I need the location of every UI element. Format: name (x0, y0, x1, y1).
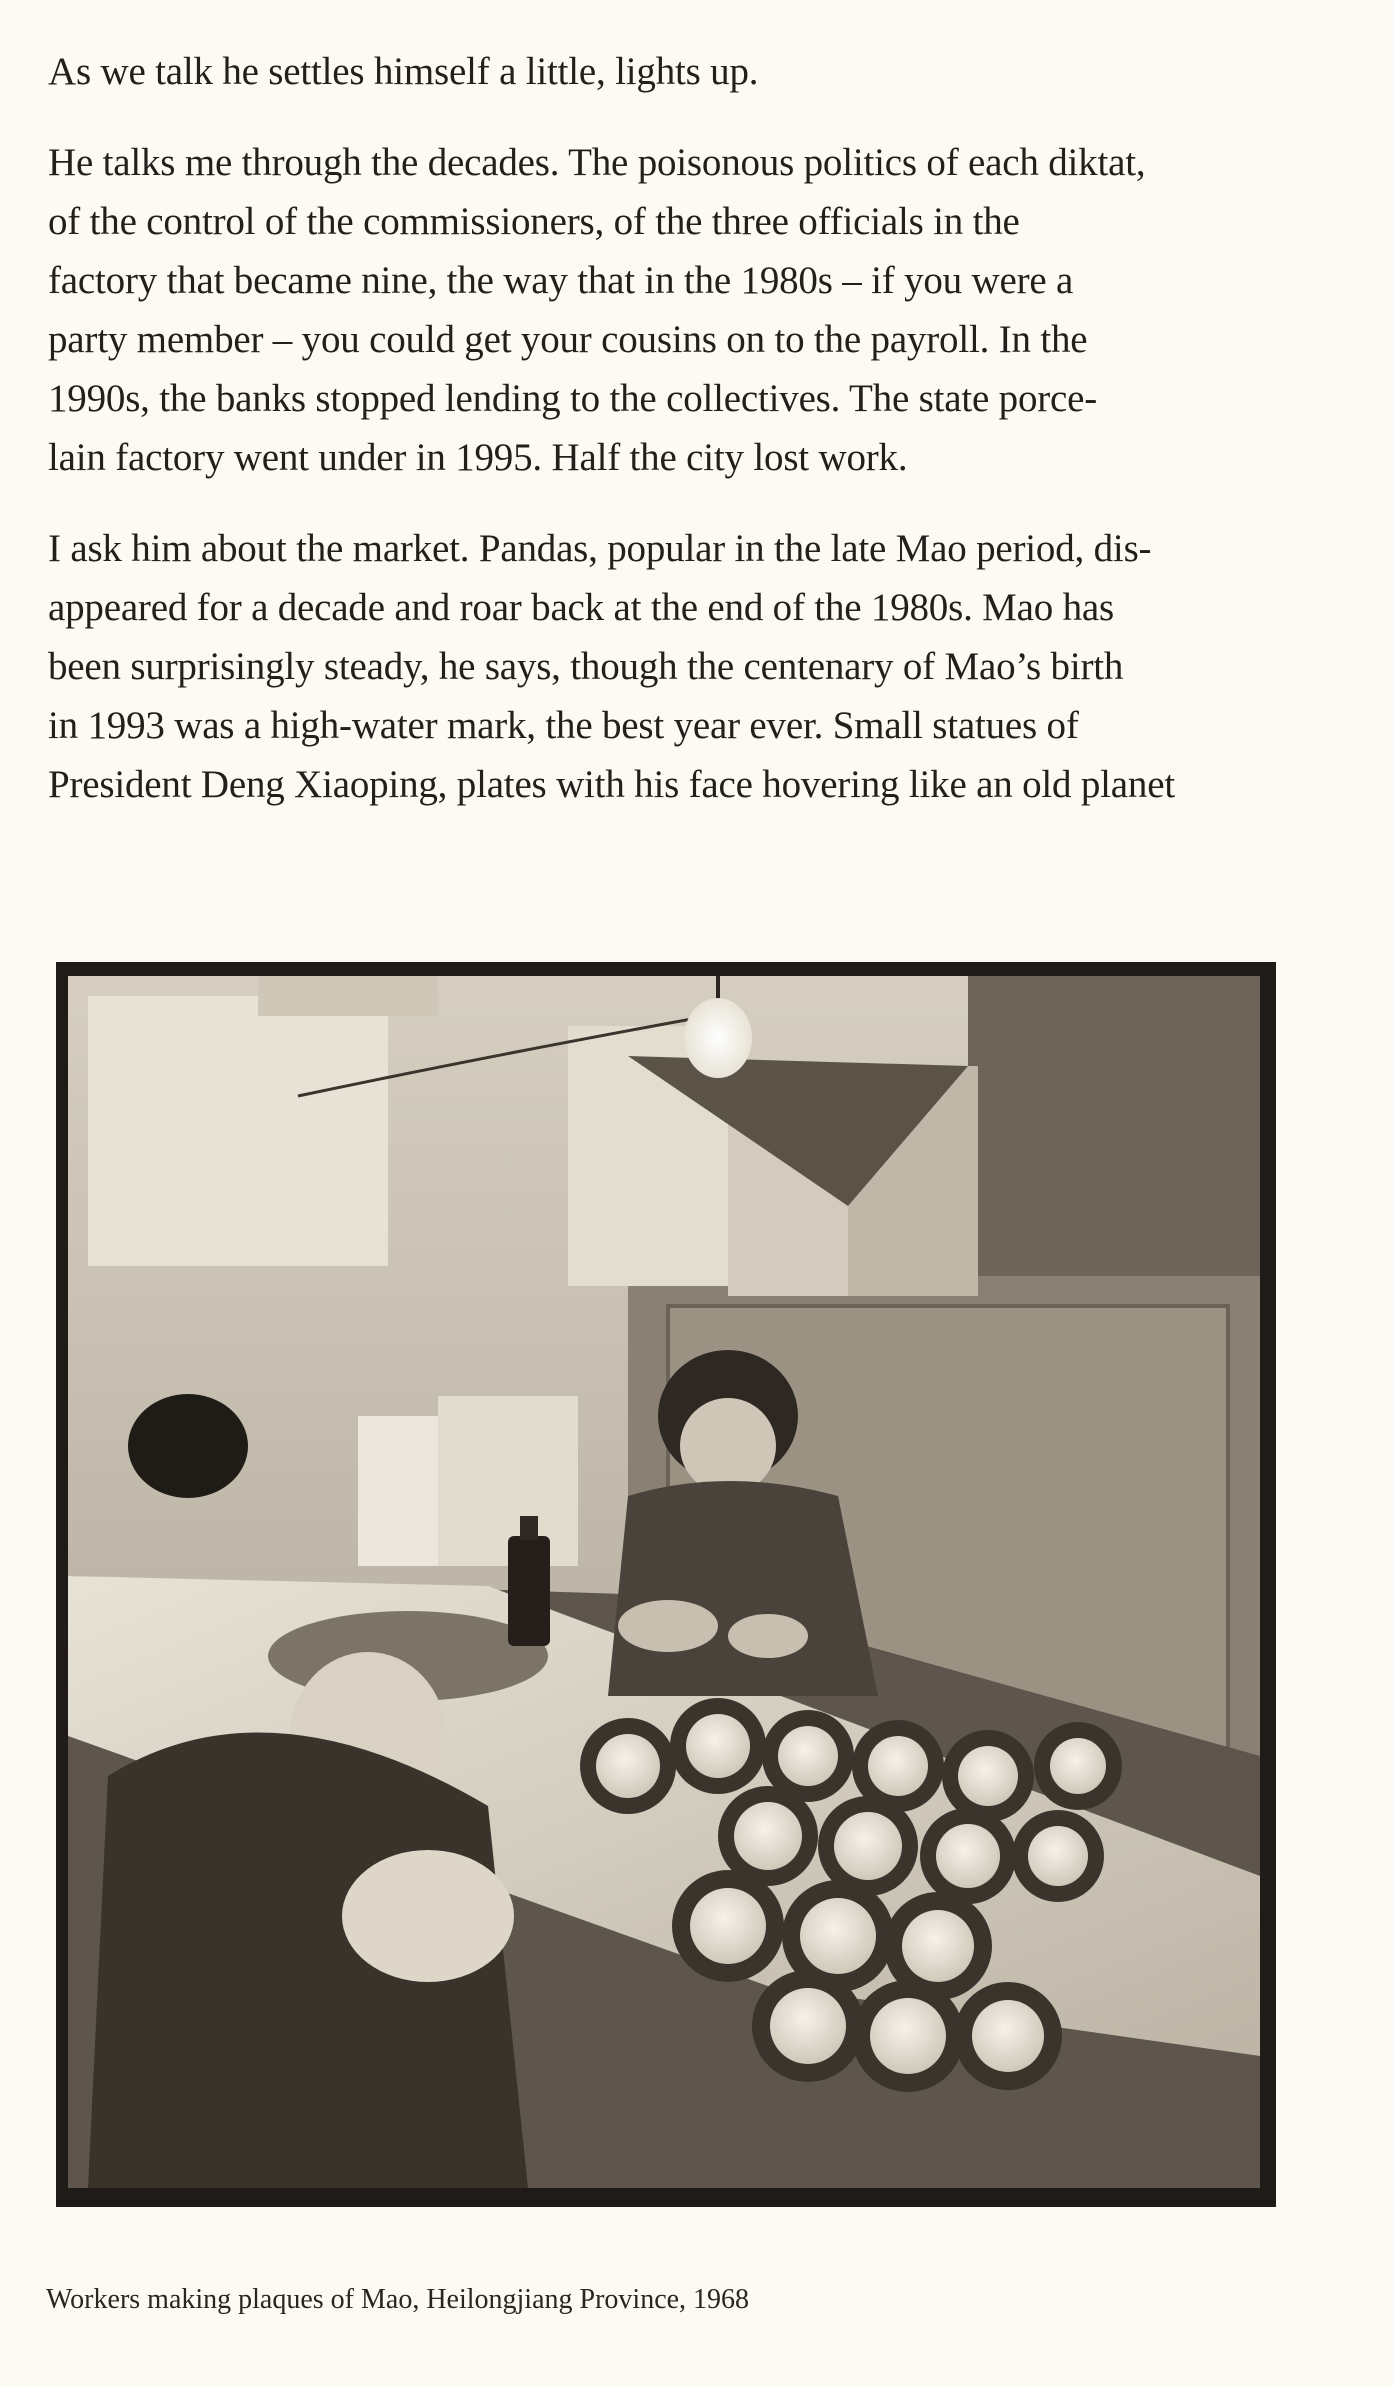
text-line: He talks me through the decades. The poisonous politics of each diktat, (48, 141, 1146, 184)
body-text (48, 42, 1348, 846)
text-line: party member – you could get your cousins on to the payroll. In the (48, 318, 1088, 361)
text-line: As we talk he settles himself a little, lights up. (48, 50, 759, 93)
text-line: lain factory went under in 1995. Half the city lost work. (48, 436, 908, 479)
text-line: appeared for a decade and roar back at the end of the 1980s. Mao has (48, 586, 1115, 629)
photograph-illustration (68, 976, 1260, 2188)
paragraph-1 (48, 42, 1348, 101)
text-line: in 1993 was a high-water mark, the best year ever. Small statues of (48, 704, 1079, 747)
photo-frame (56, 962, 1276, 2207)
text-line: President Deng Xiaoping, plates with his face hovering like an old planet (48, 763, 1175, 806)
text-line: factory that became nine, the way that in the 1980s – if you were a (48, 259, 1074, 302)
text-line: been surprisingly steady, he says, though the centenary of Mao’s birth (48, 645, 1124, 688)
text-line: 1990s, the banks stopped lending to the collectives. The state porce- (48, 377, 1098, 420)
text-line: of the control of the commissioners, of the three officials in the (48, 200, 1020, 243)
paragraph-3 (48, 519, 1348, 814)
text-line: I ask him about the market. Pandas, popular in the late Mao period, dis- (48, 527, 1152, 570)
paragraph-2 (48, 133, 1348, 487)
photograph (68, 976, 1260, 2188)
figure-caption: Workers making plaques of Mao, Heilongjiang Province, 1968 (46, 2284, 750, 2315)
